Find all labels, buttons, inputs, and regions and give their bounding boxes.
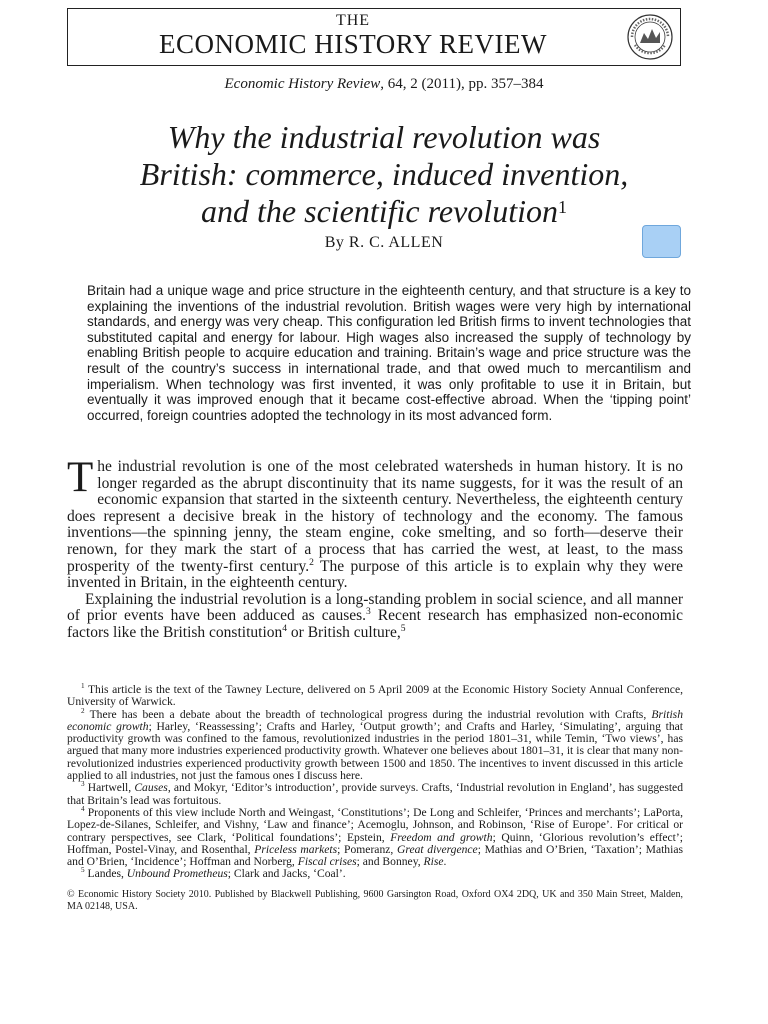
footnote-4-number: 4 [81,805,85,814]
footnote-4-text-f: . [443,855,447,869]
footnote-2-number: 2 [81,706,85,715]
body-p2-text-b: Recent research has emphasized non-economic factors like the British constitution [67,607,683,641]
footnote-4-italic-1: Freedom and growth [390,830,493,844]
drop-cap: T [67,454,94,501]
body-p1-text-b: The purpose of this article is to explain why they were invented in Britain, in the eighteenth century. [67,557,684,592]
footnote-3 [67,782,683,807]
footnote-ref-2[interactable]: 2 [309,556,314,568]
footnote-ref-3[interactable]: 3 [366,606,371,618]
title-line-2: British: commerce, induced invention, [139,156,629,192]
footnote-4-italic-3: Great divergence [396,842,478,856]
footnote-4 [67,807,683,868]
footnote-5-number: 5 [81,866,85,875]
citation-journal: Economic History Review [224,76,381,92]
footnote-4-text-a: Proponents of this view include North and Weingast, ‘Constitutions’; De Long and Schleifer, ‘Princes and merchants’; LaPorta, Lopez-de-Silanes, Schleifer, and Vishny, ‘Law and finance’; Acemoglu, Johnson, and Robinson, ‘Rise of Europe’. For critical or contrary perspectives, see Clark, ‘Political foundations’; Epstein, [67,805,683,844]
footnote-2-text-b: ; Harley, ‘Reassessing’; Crafts and Harley, ‘Output growth’; and Crafts and Harley, ‘Simulating’, arguing that productivity growth was confined to the famous, revolutionized industries in the period 1801–31, while Temin, ‘Two views’, has argued that many more industries experienced productivity growth. Whatever one believes about 1801–31, it is clear that many non-revolutionized industries experienced productivity growth between 1500 and 1850. The incentives to invent discussed in this article applied to all industries, not just the famous ones I discuss here. [67,719,683,783]
footnotes [67,684,683,913]
footnote-4-italic-2: Priceless markets [254,842,338,856]
footnote-ref-4[interactable]: 4 [282,622,288,634]
article-title [0,119,768,230]
article-citation [0,76,768,93]
society-seal-icon [626,13,674,61]
footnote-3-text-b: , and Mokyr, ‘Editor’s introduction’, provide surveys. Crafts, ‘Industrial revolution in England’, has suggested that Britain’s lead was fortuitous. [67,781,683,807]
body-paragraph-2 [67,592,683,642]
footnote-5-text-a: Landes, [84,867,127,881]
title-line-3: and the scientific revolution [201,193,558,229]
masthead-the: THE [335,12,371,29]
footnote-1-number: 1 [81,682,85,691]
footnote-2 [67,706,683,783]
journal-masthead [67,8,681,66]
footnote-1 [67,684,683,709]
annotation-box[interactable] [642,225,681,258]
footnote-2-text-a: There has been a debate about the breadth of technological progress during the industrial revolution with Crafts, [84,707,652,721]
footnote-4-text-c: ; Pomeranz, [337,842,397,856]
abstract: Britain had a unique wage and price structure in the eighteenth century, and that structure is a key to explaining the inventions of the industrial revolution. British wages were very high by international standards, and energy was very cheap. This configuration led British firms to invent technologies that substituted capital and energy for labour. High wages also increased the supply of technology by enabling British people to acquire education and training. Britain’s wage and price structure was the result of the country’s success in international trade, and that owed much to mercantilism and imperialism. When technology was first invented, it was only profitable to use it in Britain, but eventually it was improved enough that it became cost-effective abroad. When the ‘tipping point’ occurred, foreign countries adopted the technology in its most advanced form. [87,283,691,423]
footnote-5 [67,868,683,880]
footnote-ref-5[interactable]: 5 [400,622,406,634]
body-p2-text-c: or British culture, [287,623,401,641]
footnote-4-text-d: ; Mathias and O’Brien, ‘Taxation’; Mathias and O’Brien, ‘Incidence’; Hoffman and Norberg, [67,842,683,869]
footnote-5-text-b: ; Clark and Jacks, ‘Coal’. [227,867,346,881]
footnote-4-text-b: ; Quinn, ‘Glorious revolution’s effect’; Hoffman, Postel-Vinay, and Rosenthal, [67,830,683,856]
copyright-notice: © Economic History Society 2010. Published by Blackwell Publishing, 9600 Garsington Road, Oxford OX4 2DQ, UK and 350 Main Street, Malden, MA 02148, USA. [67,888,683,912]
body-p1-text-a: he industrial revolution is one of the most celebrated watersheds in human history. It is no longer regarded as the abrupt discontinuity that its name suggests, for it was the result of an economic expansion that started in the sixteenth century. Nevertheless, the eighteenth century does represent a decisive break in the history of technology and the economy. The famous inventions—the spinning jenny, the steam engine, coke smelting, and so forth—deserve their renown, for they mark the start of a process that has carried the west, at least, to the mass prosperity of the twenty-first century. [67,458,683,575]
citation-details: , 64, 2 (2011), pp. 357–384 [380,76,544,92]
footnote-3-italic-1: Causes [134,781,168,795]
footnote-3-text-a: Hartwell, [84,781,135,795]
body-paragraph-1 [67,454,684,592]
article-body [67,454,684,642]
footnote-4-italic-4: Fiscal crises [297,855,357,869]
footnote-5-italic-1: Unbound Prometheus [126,867,228,881]
article-author: By R. C. ALLEN [324,234,444,251]
journal-title: ECONOMIC HISTORY REVIEW [159,29,547,59]
footnote-4-italic-5: Rise [423,855,444,869]
body-p2-text-a: Explaining the industrial revolution is a long-standing problem in social science, and all manner of prior events have been adduced as causes. [67,590,683,625]
footnote-1-text: This article is the text of the Tawney Lecture, delivered on 5 April 2009 at the Economic History Society Annual Conference, University of Warwick. [67,683,683,709]
title-line-1: Why the industrial revolution was [167,119,601,155]
footnote-2-italic-1: British economic growth [67,707,683,733]
footnote-3-number: 3 [81,780,85,789]
footnote-4-text-e: ; and Bonney, [356,855,424,869]
title-footnote-ref[interactable]: 1 [557,197,567,217]
